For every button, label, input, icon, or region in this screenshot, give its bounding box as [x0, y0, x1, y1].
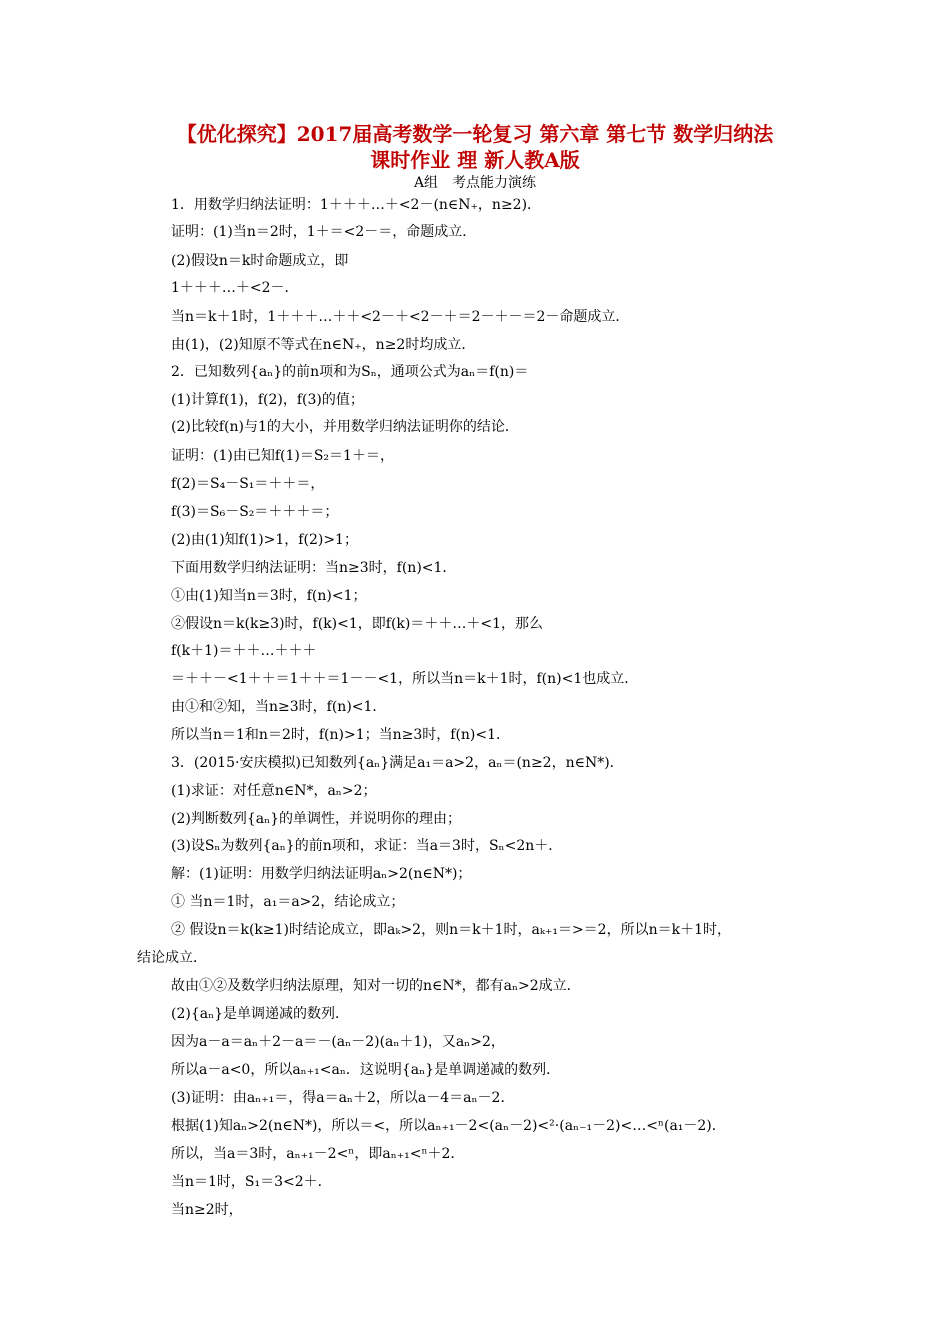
text-line: 所以当n＝1和n＝2时，f(n)>1；当n≥3时，f(n)<1．	[171, 727, 511, 743]
text-line: (3)证明：由aₙ₊₁＝，得a＝aₙ＋2，所以a－4＝aₙ－2．	[171, 1090, 515, 1106]
section-heading: A组 考点能力演练	[413, 175, 537, 191]
text-line: f(2)＝S₄－S₁＝＋＋＝，	[171, 476, 325, 492]
text-line: ① 当n＝1时，a₁＝a>2，结论成立；	[171, 894, 405, 910]
text-line: (2)假设n＝k时命题成立，即	[171, 253, 349, 269]
text-line: 由①和②知，当n≥3时，f(n)<1．	[171, 699, 387, 715]
text-line: (2){aₙ}是单调递减的数列．	[171, 1006, 350, 1022]
text-line: ② 假设n＝k(k≥1)时结论成立，即aₖ>2，则n＝k＋1时，aₖ₊₁＝>＝2，所以n＝k＋1时，	[171, 922, 731, 938]
text-line: ②假设n＝k(k≥3)时，f(k)<1，即f(k)＝＋＋…＋<1，那么	[171, 616, 543, 632]
text-line: 解：(1)证明：用数学归纳法证明aₙ>2(n∈N*)；	[171, 866, 472, 882]
text-line: 所以a－a<0，所以aₙ₊₁<aₙ．这说明{aₙ}是单调递减的数列．	[171, 1062, 561, 1078]
text-line: 结论成立．	[137, 950, 207, 966]
text-line: (1)计算f(1)，f(2)，f(3)的值；	[171, 392, 364, 408]
text-line: 3．(2015·安庆模拟)已知数列{aₙ}满足a₁＝a>2，aₙ＝(n≥2，n∈N*)．	[171, 755, 624, 771]
text-line: f(k＋1)＝＋＋…＋＋＋	[171, 643, 317, 659]
document-title-line-1: 【优化探究】2017届高考数学一轮复习 第六章 第七节 数学归纳法	[176, 122, 774, 146]
text-line: (2)比较f(n)与1的大小，并用数学归纳法证明你的结论．	[171, 419, 519, 435]
document-title-line-2: 课时作业 理 新人教A版	[370, 148, 580, 172]
text-line: 下面用数学归纳法证明：当n≥3时，f(n)<1．	[171, 560, 457, 576]
text-line: (3)设Sₙ为数列{aₙ}的前n项和，求证：当a＝3时，Sₙ<2n＋．	[171, 838, 563, 854]
text-line: 2．已知数列{aₙ}的前n项和为Sₙ，通项公式为aₙ＝f(n)＝	[171, 364, 529, 380]
text-line: 1＋＋＋…＋<2－．	[171, 280, 299, 296]
text-line: ＝＋＋－<1＋＋＝1＋＋＝1－－<1，所以当n＝k＋1时，f(n)<1也成立．	[171, 671, 639, 687]
text-line: (2)由(1)知f(1)>1，f(2)>1；	[171, 532, 358, 548]
text-line: ①由(1)知当n＝3时，f(n)<1；	[171, 588, 367, 604]
text-line: (1)求证：对任意n∈N*，aₙ>2；	[171, 783, 377, 799]
text-line: 所以，当a＝3时，aₙ₊₁－2<ⁿ，即aₙ₊₁<ⁿ＋2．	[171, 1146, 465, 1162]
text-line: 故由①②及数学归纳法原理，知对一切的n∈N*，都有aₙ>2成立．	[171, 978, 581, 994]
text-line: 当n＝k＋1时，1＋＋＋…＋＋<2－＋<2－＋＝2－＋－＝2－命题成立．	[171, 309, 630, 325]
text-line: f(3)＝S₆－S₂＝＋＋＋＝；	[171, 504, 339, 520]
text-line: 证明：(1)由已知f(1)＝S₂＝1＋＝，	[171, 448, 394, 464]
text-line: 由(1)，(2)知原不等式在n∈N₊，n≥2时均成立．	[171, 337, 476, 353]
text-line: 当n＝1时，S₁＝3<2＋．	[171, 1174, 332, 1190]
text-line: 1．用数学归纳法证明：1＋＋＋…＋<2－(n∈N₊，n≥2)．	[171, 197, 542, 213]
text-line: 证明：(1)当n＝2时，1＋＝<2－＝，命题成立．	[171, 224, 477, 240]
text-line: 根据(1)知aₙ>2(n∈N*)，所以＝<，所以aₙ₊₁－2<(aₙ－2)<²·(aₙ₋₁－2)<…<ⁿ(a₁－2)．	[171, 1118, 726, 1134]
text-line: 因为a－a＝aₙ＋2－a＝－(aₙ－2)(aₙ＋1)，又aₙ>2，	[171, 1034, 505, 1050]
text-line: 当n≥2时，	[171, 1202, 243, 1218]
text-line: (2)判断数列{aₙ}的单调性，并说明你的理由；	[171, 811, 462, 827]
